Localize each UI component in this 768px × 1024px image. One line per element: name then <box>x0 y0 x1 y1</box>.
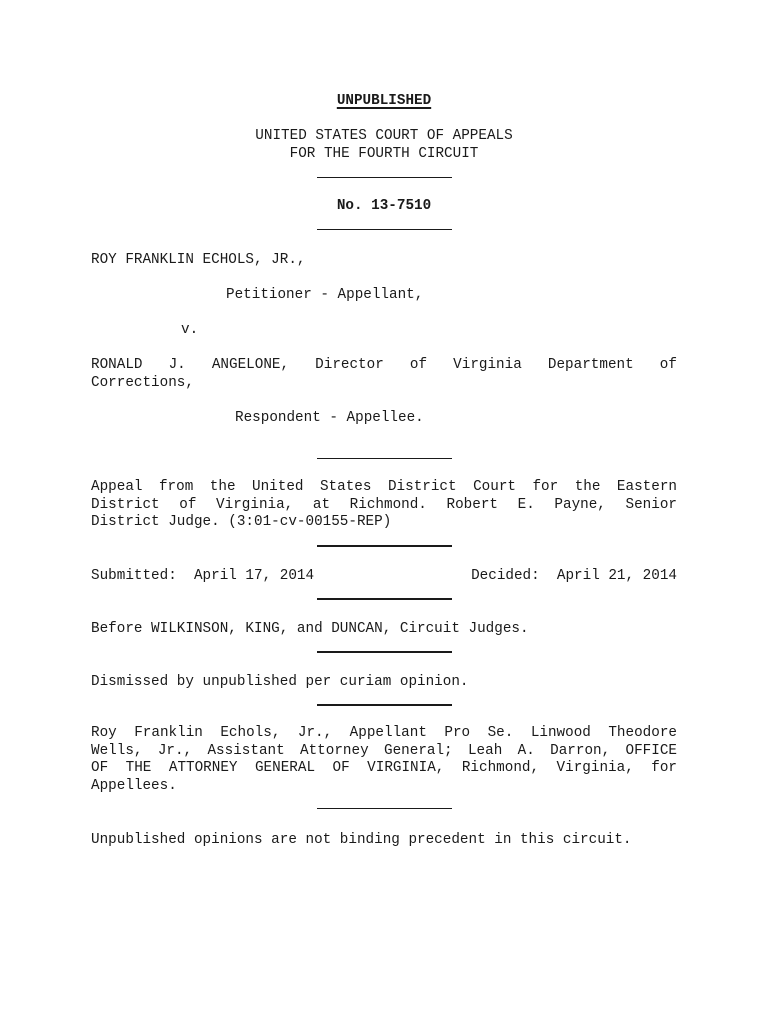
dates-row <box>91 567 677 585</box>
divider-rule <box>317 808 452 809</box>
versus: v. <box>181 322 199 338</box>
appeal-line: Appeal from the United States District Court for the Eastern <box>91 479 677 495</box>
court-name-line2: FOR THE FOURTH CIRCUIT <box>289 146 479 162</box>
appellee-name-line2: Corrections, <box>91 375 194 391</box>
precedent-notice: Unpublished opinions are not binding precedent in this circuit. <box>91 832 632 848</box>
case-number: No. 13-7510 <box>336 198 432 214</box>
appellee-word: RONALD <box>91 357 143 373</box>
appeal-line: District Judge. (3:01-cv-00155-REP) <box>91 514 392 531</box>
divider-rule <box>317 598 452 600</box>
divider-rule <box>317 177 452 178</box>
decided-date: Decided: April 21, 2014 <box>471 568 677 584</box>
appellee-word: Virginia <box>453 357 522 373</box>
counsel-line: Appellees. <box>91 778 177 795</box>
disposition: Dismissed by unpublished per curiam opinion. <box>91 674 469 690</box>
counsel-line: Roy Franklin Echols, Jr., Appellant Pro Se. Linwood Theodore <box>91 725 677 741</box>
divider-rule <box>317 545 452 547</box>
divider-rule <box>317 458 452 459</box>
appellee-word: Department <box>547 357 634 373</box>
divider-rule <box>317 704 452 706</box>
appellee-word: J. <box>168 357 186 373</box>
appeal-paragraph <box>91 479 677 532</box>
divider-rule <box>317 229 452 230</box>
panel-judges: Before WILKINSON, KING, and DUNCAN, Circuit Judges. <box>91 621 529 637</box>
appeal-line: District of Virginia, at Richmond. Robert E. Payne, Senior <box>91 496 677 513</box>
submitted-date: Submitted: April 17, 2014 <box>91 568 315 584</box>
divider-rule <box>317 651 452 653</box>
appellee-word: of <box>409 357 428 373</box>
unpublished-heading: UNPUBLISHED <box>336 93 432 109</box>
counsel-paragraph <box>91 725 677 796</box>
appellant-role: Petitioner - Appellant, <box>226 287 424 303</box>
appellant-name: ROY FRANKLIN ECHOLS, JR., <box>91 252 306 268</box>
appellee-word: ANGELONE, <box>211 357 290 373</box>
appellee-word: Director <box>315 357 384 373</box>
appellee-word: of <box>659 357 677 373</box>
appellee-name-line1 <box>91 356 677 374</box>
counsel-line: OF THE ATTORNEY GENERAL OF VIRGINIA, Richmond, Virginia, for <box>91 760 677 777</box>
appellee-role: Respondent - Appellee. <box>235 410 424 426</box>
court-name-line1: UNITED STATES COURT OF APPEALS <box>255 128 513 144</box>
counsel-line: Wells, Jr., Assistant Attorney General; Leah A. Darron, OFFICE <box>91 742 677 759</box>
